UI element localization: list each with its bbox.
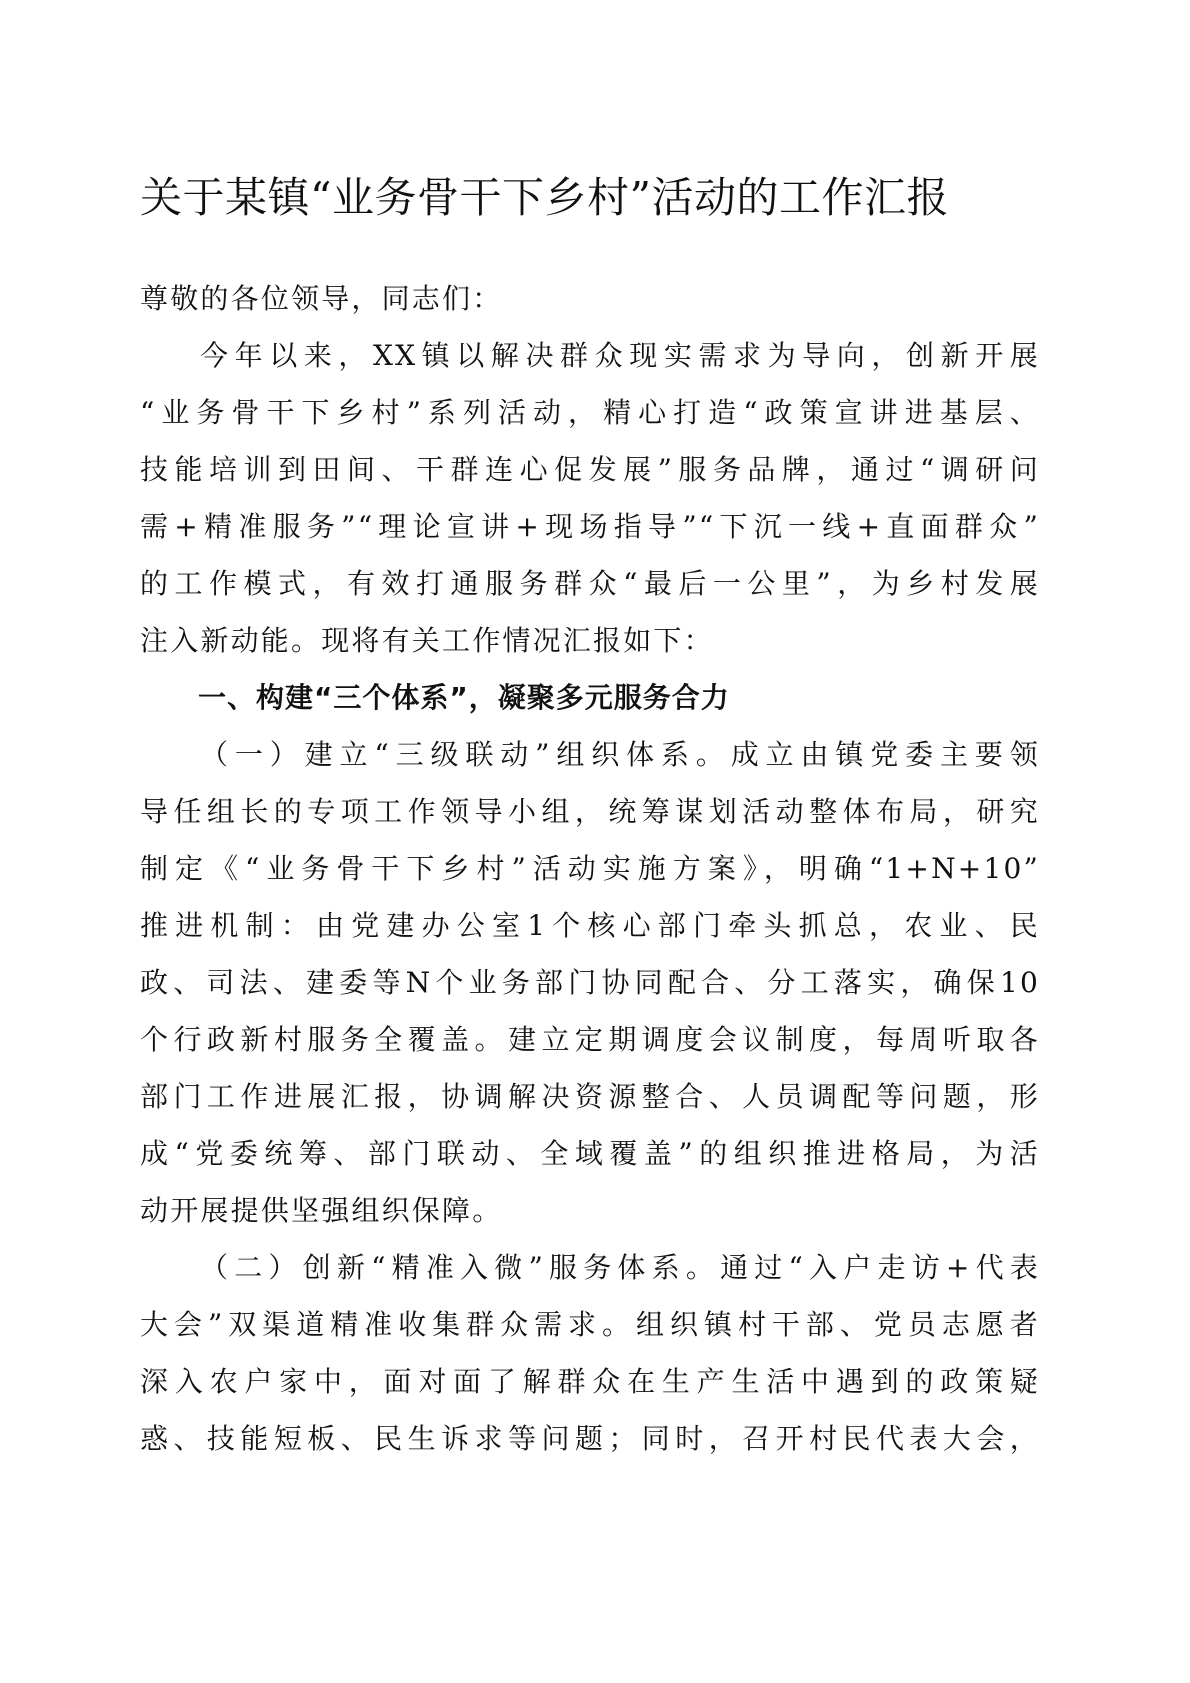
paragraph-line: 推进机制：由党建办公室1个核心部门牵头抓总，农业、民 [140, 909, 1040, 942]
paragraph-line: 政、司法、建委等N个业务部门协同配合、分工落实，确保10 [140, 966, 1040, 999]
intro-line: 需+精准服务”“理论宣讲+现场指导”“下沉一线+直面群众” [140, 510, 1040, 543]
paragraph-line: 个行政新村服务全覆盖。建立定期调度会议制度，每周听取各 [140, 1023, 1040, 1056]
paragraph-line: 部门工作进展汇报，协调解决资源整合、人员调配等问题，形 [140, 1080, 1040, 1113]
intro-line: 技能培训到田间、干群连心促发展”服务品牌，通过“调研问 [140, 453, 1040, 486]
paragraph-line: （二）创新“精准入微”服务体系。通过“入户走访+代表 [200, 1251, 1040, 1284]
section-heading: 一、构建“三个体系”，凝聚多元服务合力 [198, 681, 730, 714]
intro-line: 的工作模式，有效打通服务群众“最后一公里”，为乡村发展 [140, 567, 1040, 600]
salutation: 尊敬的各位领导，同志们： [140, 282, 503, 315]
intro-line: “业务骨干下乡村”系列活动，精心打造“政策宣讲进基层、 [140, 396, 1040, 429]
paragraph-line: 大会”双渠道精准收集群众需求。组织镇村干部、党员志愿者 [140, 1308, 1040, 1341]
intro-line: 注入新动能。现将有关工作情况汇报如下： [140, 624, 714, 657]
paragraph-line: 深入农户家中，面对面了解群众在生产生活中遇到的政策疑 [140, 1365, 1040, 1398]
document-body [140, 270, 1040, 1467]
paragraph-line: （一）建立“三级联动”组织体系。成立由镇党委主要领 [200, 738, 1040, 771]
paragraph-line: 导任组长的专项工作领导小组，统筹谋划活动整体布局，研究 [140, 795, 1040, 828]
paragraph-line: 动开展提供坚强组织保障。 [140, 1194, 503, 1227]
paragraph-line: 制定《“业务骨干下乡村”活动实施方案》，明确“1+N+10” [140, 852, 1040, 885]
paragraph-line: 惑、技能短板、民生诉求等问题；同时，召开村民代表大会， [140, 1422, 1040, 1455]
paragraph-line: 成“党委统筹、部门联动、全域覆盖”的组织推进格局，为活 [140, 1137, 1040, 1170]
document-title: 关于某镇“业务骨干下乡村”活动的工作汇报 [140, 173, 949, 222]
intro-line: 今年以来，XX镇以解决群众现实需求为导向，创新开展 [200, 339, 1040, 372]
